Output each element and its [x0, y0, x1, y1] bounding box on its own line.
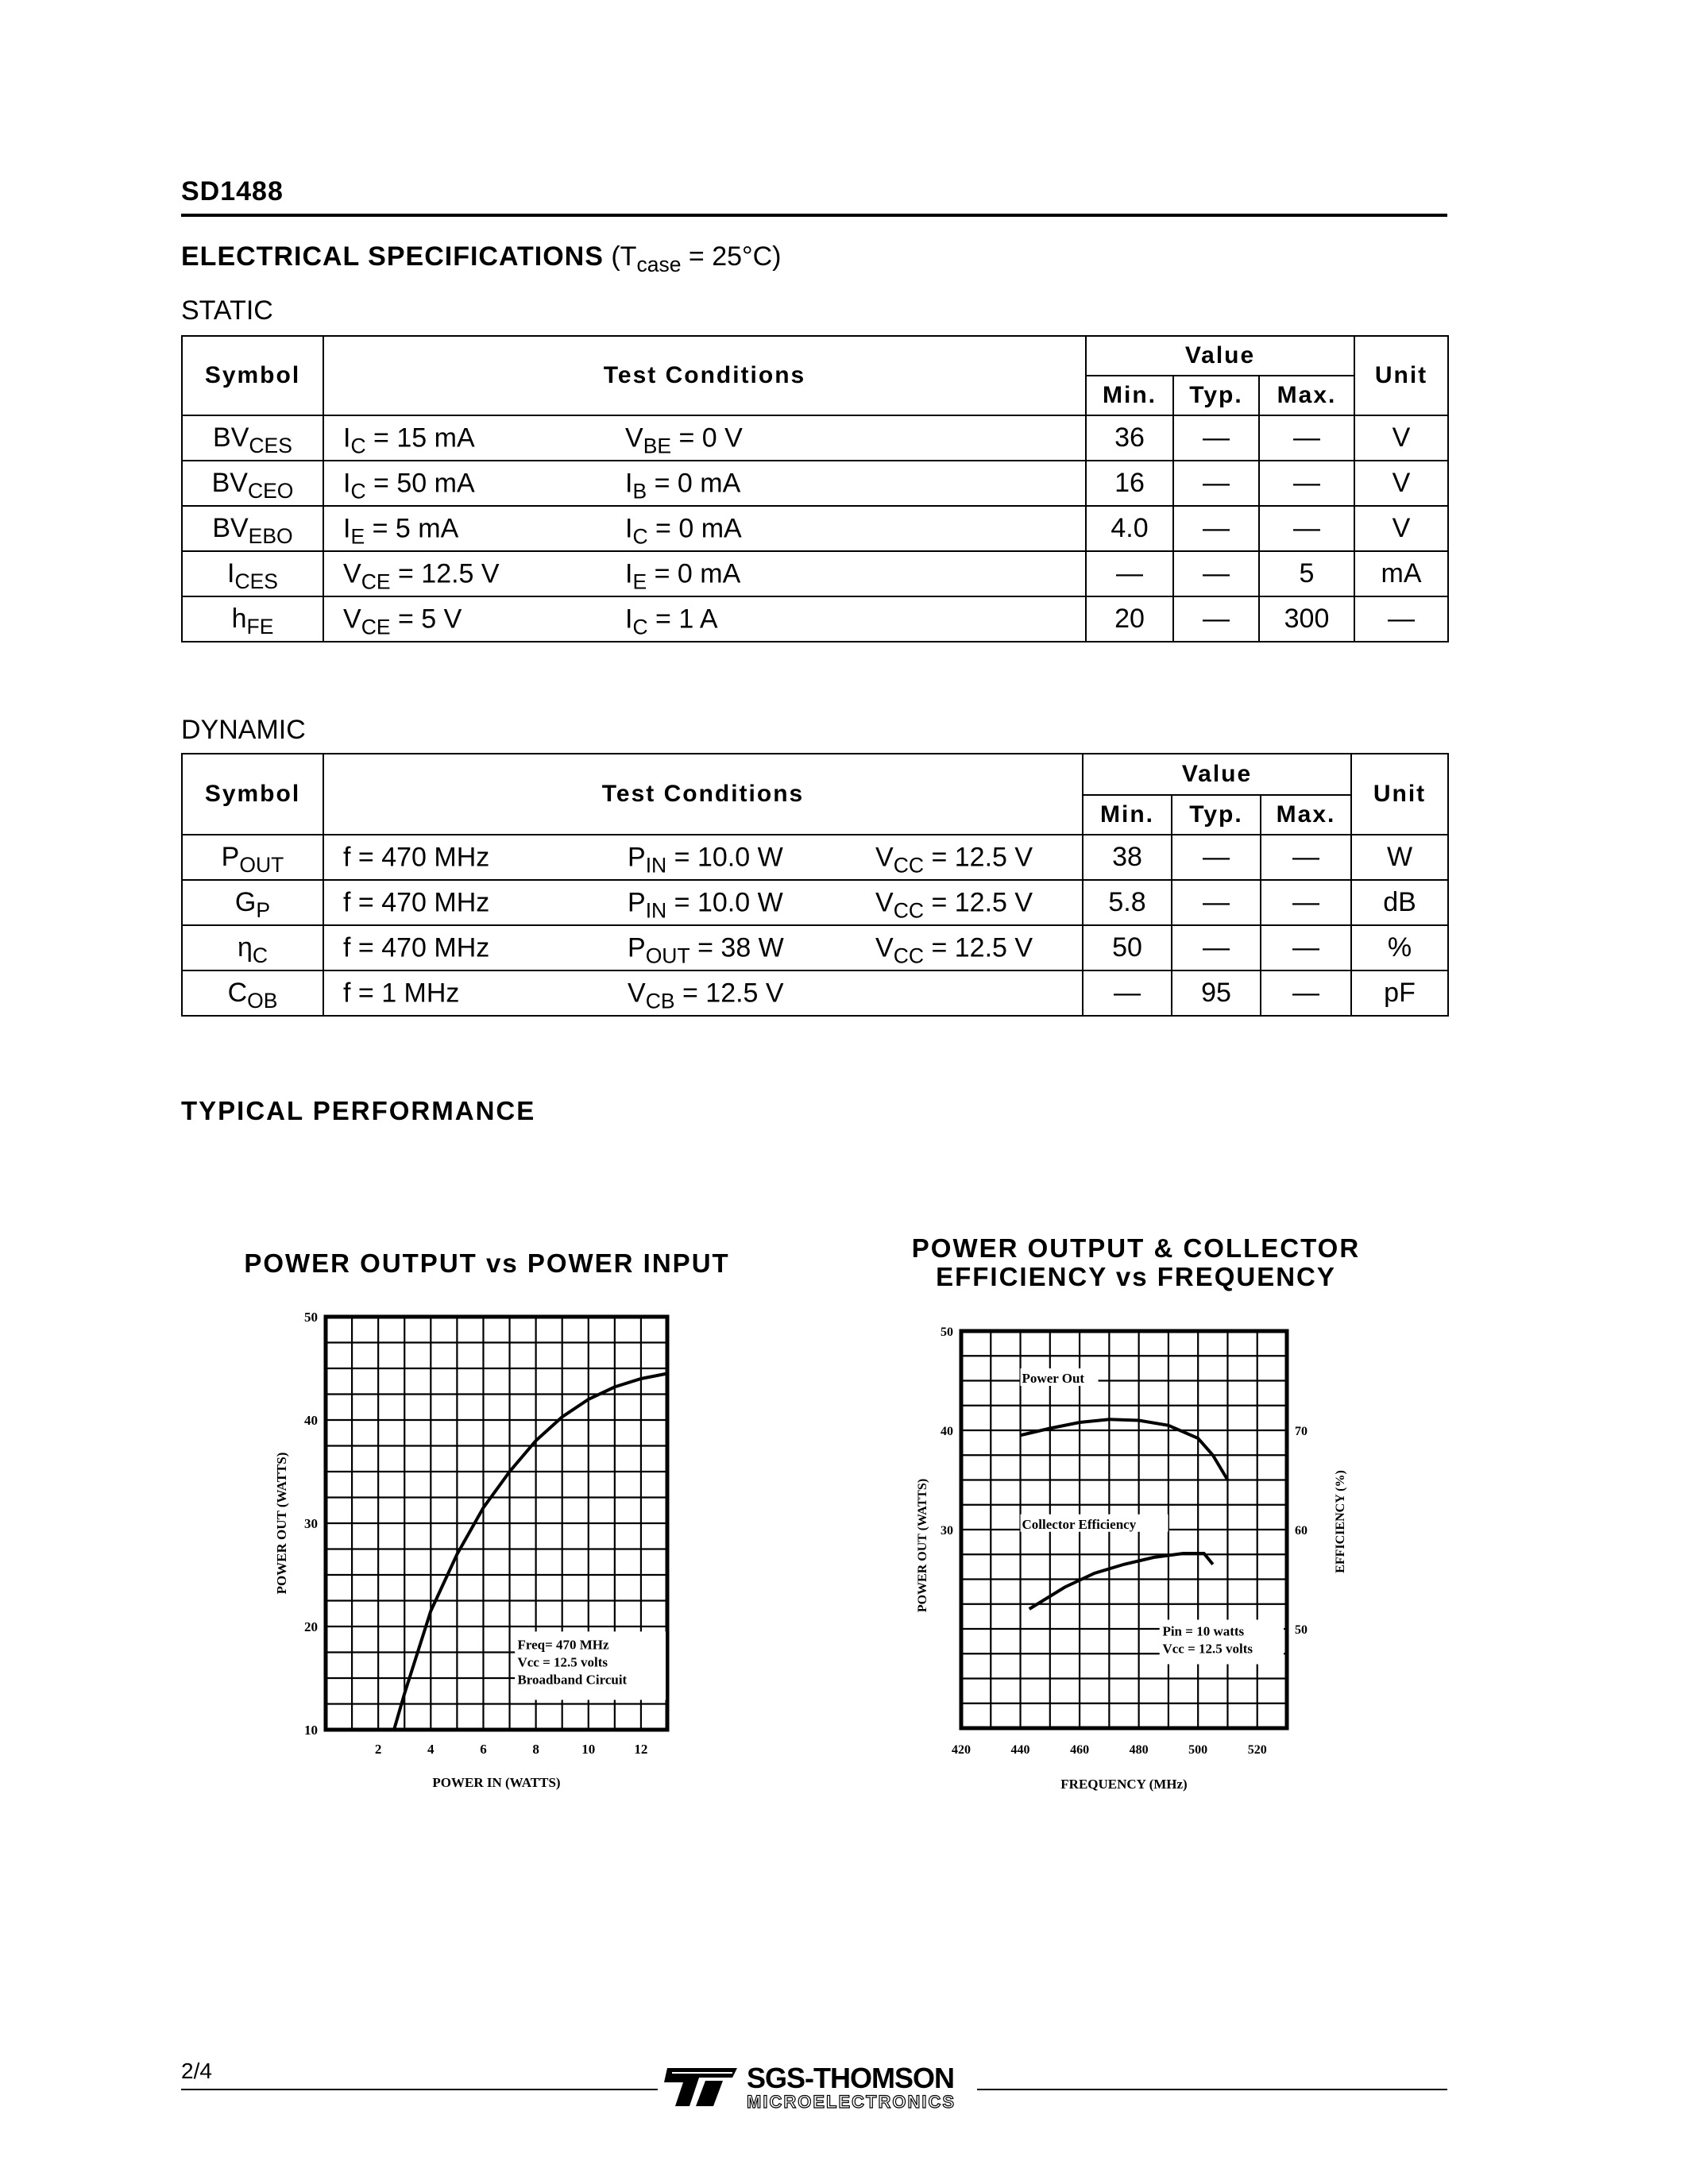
condition-value: = 38 W — [689, 932, 784, 963]
cell-test-conditions — [323, 970, 1083, 1016]
typical-performance-heading: TYPICAL PERFORMANCE — [181, 1096, 536, 1125]
table-row — [182, 506, 1448, 551]
symbol-main: h — [231, 604, 247, 634]
condition-sub: CC — [893, 943, 924, 967]
header-test-conditions: Test Conditions — [323, 754, 1083, 835]
condition-sub: CB — [645, 988, 675, 1013]
condition-var: P — [628, 842, 646, 872]
condition-value: = 12.5 V — [924, 842, 1033, 872]
electrical-spec-heading — [181, 241, 782, 276]
static-label: STATIC — [181, 295, 273, 326]
condition-var: I — [343, 468, 351, 498]
condition-c2 — [625, 513, 742, 548]
condition-c2 — [625, 558, 741, 593]
cell-unit: V — [1354, 415, 1448, 461]
symbol-sub: OUT — [239, 852, 284, 877]
x-tick-label: 4 — [427, 1742, 435, 1757]
condition-var: I — [625, 468, 633, 498]
condition-value: = 1 A — [647, 604, 718, 634]
spec-heading-text: ELECTRICAL SPECIFICATIONS — [181, 241, 604, 272]
header-symbol: Symbol — [182, 336, 323, 415]
cell-min: 5.8 — [1083, 880, 1172, 925]
symbol-main: BV — [213, 423, 249, 453]
header-value: Value — [1083, 754, 1351, 795]
cell-unit: pF — [1351, 970, 1448, 1016]
condition-sub: CE — [361, 614, 391, 639]
symbol-main: BV — [212, 513, 249, 543]
condition-value: = 12.5 V — [924, 932, 1033, 963]
cell-test-conditions — [323, 880, 1083, 925]
condition-value: = 15 mA — [365, 423, 475, 453]
x-tick-label: 500 — [1188, 1743, 1208, 1757]
symbol-sub: OB — [247, 988, 278, 1013]
x-axis-label: FREQUENCY (MHz) — [1060, 1777, 1188, 1792]
cell-max: — — [1261, 835, 1351, 880]
cell-symbol — [182, 970, 323, 1016]
condition-var: I — [343, 423, 351, 453]
symbol-sub: CEO — [247, 478, 294, 503]
condition-sub: C — [350, 433, 366, 457]
condition-sub: BE — [643, 433, 672, 457]
header-min: Min. — [1083, 795, 1172, 835]
symbol-main: η — [237, 932, 253, 963]
condition-c3 — [875, 842, 1033, 877]
st-logo-icon — [661, 2063, 740, 2111]
condition-var: V — [875, 887, 894, 917]
cell-max: — — [1259, 415, 1354, 461]
condition-var: I — [625, 604, 633, 634]
chart2-title-line1: POWER OUTPUT & COLLECTOR — [911, 1233, 1361, 1263]
chart2-title-line2: EFFICIENCY vs FREQUENCY — [936, 1262, 1336, 1291]
header-unit: Unit — [1354, 336, 1448, 415]
annotation-line: Vcc = 12.5 volts — [1162, 1641, 1253, 1657]
cell-test-conditions — [323, 596, 1086, 642]
condition-sub: OUT — [645, 943, 690, 967]
header-min: Min. — [1086, 376, 1173, 415]
condition-c1: f = 470 MHz — [343, 887, 490, 917]
annotation-line: Vcc = 12.5 volts — [517, 1654, 608, 1670]
condition-value: = 10.0 W — [666, 887, 783, 917]
header-symbol: Symbol — [182, 754, 323, 835]
cell-symbol — [182, 925, 323, 970]
cell-typ: — — [1173, 415, 1259, 461]
condition-c1: f = 470 MHz — [343, 842, 490, 872]
condition-value: = 0 mA — [647, 513, 742, 543]
condition-value: = 5 V — [390, 604, 462, 634]
cell-symbol — [182, 415, 323, 461]
x-tick-label: 8 — [532, 1742, 539, 1757]
y-tick-label: 30 — [941, 1524, 953, 1538]
x-tick-label: 10 — [581, 1742, 596, 1757]
symbol-main: I — [227, 558, 235, 588]
table-row — [182, 596, 1448, 642]
condition-c2 — [628, 887, 783, 922]
cell-min: 16 — [1086, 461, 1173, 506]
cell-min: 38 — [1083, 835, 1172, 880]
condition-value: = 50 mA — [365, 468, 475, 498]
condition-var: I — [625, 513, 633, 543]
symbol-sub: CES — [249, 433, 292, 457]
cell-typ: 95 — [1172, 970, 1261, 1016]
cell-max: — — [1261, 925, 1351, 970]
spec-condition-prefix: (T — [603, 241, 637, 272]
dynamic-spec-table — [181, 753, 1449, 1017]
cell-min: 36 — [1086, 415, 1173, 461]
header-rule — [181, 214, 1447, 217]
footer-rule-left — [181, 2089, 658, 2090]
condition-sub: IN — [645, 852, 667, 877]
table-row — [182, 415, 1448, 461]
condition-var: V — [628, 978, 646, 1008]
condition-var: P — [628, 887, 646, 917]
condition-sub: IN — [645, 897, 667, 922]
y2-axis-label: EFFICIENCY (%) — [1334, 1470, 1347, 1573]
condition-value: = 12.5 V — [674, 978, 784, 1008]
cell-typ: — — [1172, 880, 1261, 925]
symbol-sub: EBO — [248, 523, 293, 548]
y-axis-label: POWER OUT (WATTS) — [274, 1452, 289, 1595]
x-axis-label: POWER IN (WATTS) — [432, 1775, 561, 1790]
condition-var: I — [625, 558, 633, 588]
condition-var: V — [343, 558, 361, 588]
header-test-conditions: Test Conditions — [323, 336, 1086, 415]
cell-min: 4.0 — [1086, 506, 1173, 551]
condition-c2 — [625, 423, 743, 457]
y-tick-label: 50 — [304, 1310, 318, 1325]
brand-subtitle: MICROELECTRONICS — [747, 2092, 956, 2112]
y-tick-label: 40 — [304, 1413, 318, 1428]
cell-max: 5 — [1259, 551, 1354, 596]
condition-sub: C — [632, 614, 648, 639]
cell-unit: W — [1351, 835, 1448, 880]
x-tick-label: 440 — [1010, 1743, 1030, 1757]
condition-c1: f = 470 MHz — [343, 932, 490, 963]
x-tick-label: 460 — [1070, 1743, 1090, 1757]
header-unit: Unit — [1351, 754, 1448, 835]
y-tick-label: 10 — [304, 1723, 318, 1738]
series-collector-efficiency — [1029, 1553, 1213, 1609]
chart2-power-eff-vs-frequency — [906, 1318, 1414, 1795]
symbol-main: G — [234, 887, 257, 917]
cell-unit: V — [1354, 461, 1448, 506]
spec-condition-sub: case — [636, 252, 682, 276]
brand-name: SGS-THOMSON — [747, 2062, 955, 2094]
part-number: SD1488 — [181, 176, 284, 206]
y2-tick-label: 70 — [1295, 1425, 1308, 1438]
condition-var: I — [343, 513, 351, 543]
cell-typ: — — [1172, 925, 1261, 970]
x-tick-label: 2 — [374, 1742, 382, 1757]
symbol-main: P — [221, 842, 240, 872]
footer-rule-right — [977, 2089, 1447, 2090]
cell-unit: V — [1354, 506, 1448, 551]
condition-sub: CC — [893, 897, 924, 922]
condition-sub: B — [632, 478, 647, 503]
cell-symbol — [182, 461, 323, 506]
static-spec-table — [181, 335, 1449, 642]
condition-c2 — [628, 842, 783, 877]
cell-typ: — — [1173, 506, 1259, 551]
symbol-sub: P — [256, 897, 271, 922]
condition-var: P — [628, 932, 646, 963]
condition-sub: CE — [361, 569, 391, 593]
y-tick-label: 30 — [304, 1516, 318, 1531]
condition-value: = 0 V — [671, 423, 743, 453]
dynamic-label: DYNAMIC — [181, 715, 306, 745]
symbol-main: BV — [211, 468, 248, 498]
x-tick-label: 480 — [1129, 1743, 1149, 1757]
annotation-line: Pin = 10 watts — [1162, 1623, 1245, 1639]
cell-unit: — — [1354, 596, 1448, 642]
cell-symbol — [182, 506, 323, 551]
table-row — [182, 835, 1448, 880]
cell-test-conditions — [323, 506, 1086, 551]
table-row — [182, 925, 1448, 970]
chart1-power-out-vs-power-in — [262, 1302, 707, 1811]
cell-typ: — — [1173, 461, 1259, 506]
header-typ: Typ. — [1172, 795, 1261, 835]
page-number: 2/4 — [181, 2059, 212, 2083]
condition-c2 — [628, 978, 784, 1013]
cell-test-conditions — [323, 461, 1086, 506]
cell-max: — — [1261, 970, 1351, 1016]
symbol-main: C — [227, 978, 248, 1008]
condition-c2 — [625, 604, 718, 639]
y-tick-label: 40 — [941, 1425, 953, 1438]
cell-unit: mA — [1354, 551, 1448, 596]
cell-min: 50 — [1083, 925, 1172, 970]
cell-typ: — — [1173, 596, 1259, 642]
condition-value: = 0 mA — [647, 558, 741, 588]
condition-c2 — [625, 468, 741, 503]
x-tick-label: 6 — [480, 1742, 487, 1757]
condition-sub: E — [350, 523, 365, 548]
cell-test-conditions — [323, 925, 1083, 970]
chart2-title — [858, 1234, 1414, 1291]
x-tick-label: 12 — [634, 1742, 648, 1757]
cell-min: 20 — [1086, 596, 1173, 642]
condition-c3 — [875, 887, 1033, 922]
y-tick-label: 50 — [941, 1325, 953, 1339]
series-power-out — [1021, 1419, 1228, 1480]
condition-sub: E — [632, 569, 647, 593]
condition-c1 — [343, 558, 500, 593]
x-tick-label: 420 — [952, 1743, 971, 1757]
symbol-sub: FE — [246, 614, 274, 639]
cell-max: 300 — [1259, 596, 1354, 642]
y2-tick-label: 50 — [1295, 1623, 1308, 1637]
condition-value: = 10.0 W — [666, 842, 783, 872]
series-label-efficiency: Collector Efficiency — [1022, 1516, 1137, 1532]
cell-typ: — — [1173, 551, 1259, 596]
symbol-sub: C — [252, 943, 268, 967]
condition-sub: CC — [893, 852, 924, 877]
header-max: Max. — [1261, 795, 1351, 835]
condition-value: = 12.5 V — [390, 558, 500, 588]
cell-unit: dB — [1351, 880, 1448, 925]
condition-c1 — [343, 513, 459, 548]
cell-typ: — — [1172, 835, 1261, 880]
condition-c1 — [343, 423, 475, 457]
cell-test-conditions — [323, 415, 1086, 461]
cell-symbol — [182, 551, 323, 596]
condition-c3 — [875, 932, 1033, 967]
cell-min: — — [1083, 970, 1172, 1016]
header-typ: Typ. — [1173, 376, 1259, 415]
cell-max: — — [1261, 880, 1351, 925]
condition-value: = 0 mA — [647, 468, 741, 498]
y-tick-label: 20 — [304, 1619, 318, 1634]
cell-test-conditions — [323, 835, 1083, 880]
annotation-line: Freq= 470 MHz — [517, 1637, 609, 1653]
table-row — [182, 551, 1448, 596]
annotation-line: Broadband Circuit — [517, 1672, 628, 1688]
condition-var: V — [875, 932, 894, 963]
header-max: Max. — [1259, 376, 1354, 415]
cell-symbol — [182, 880, 323, 925]
cell-unit: % — [1351, 925, 1448, 970]
table-row — [182, 461, 1448, 506]
x-tick-label: 520 — [1247, 1743, 1267, 1757]
cell-symbol — [182, 596, 323, 642]
y-axis-label: POWER OUT (WATTS) — [916, 1478, 929, 1613]
cell-min: — — [1086, 551, 1173, 596]
chart1-title: POWER OUTPUT vs POWER INPUT — [244, 1248, 730, 1278]
condition-c1: f = 1 MHz — [343, 978, 460, 1008]
table-row — [182, 880, 1448, 925]
symbol-sub: CES — [234, 569, 278, 593]
condition-var: V — [625, 423, 643, 453]
condition-sub: C — [632, 523, 648, 548]
condition-value: = 12.5 V — [924, 887, 1033, 917]
table-row — [182, 970, 1448, 1016]
header-value: Value — [1086, 336, 1354, 376]
y2-tick-label: 60 — [1295, 1524, 1308, 1538]
condition-c1 — [343, 604, 462, 639]
cell-test-conditions — [323, 551, 1086, 596]
condition-c2 — [628, 932, 784, 967]
condition-sub: C — [350, 478, 366, 503]
cell-max: — — [1259, 506, 1354, 551]
spec-condition-suffix: = 25°C) — [681, 241, 782, 272]
condition-var: V — [343, 604, 361, 634]
cell-symbol — [182, 835, 323, 880]
series-label-power-out: Power Out — [1022, 1371, 1085, 1386]
condition-value: = 5 mA — [365, 513, 459, 543]
condition-var: V — [875, 842, 894, 872]
cell-max: — — [1259, 461, 1354, 506]
condition-c1 — [343, 468, 475, 503]
